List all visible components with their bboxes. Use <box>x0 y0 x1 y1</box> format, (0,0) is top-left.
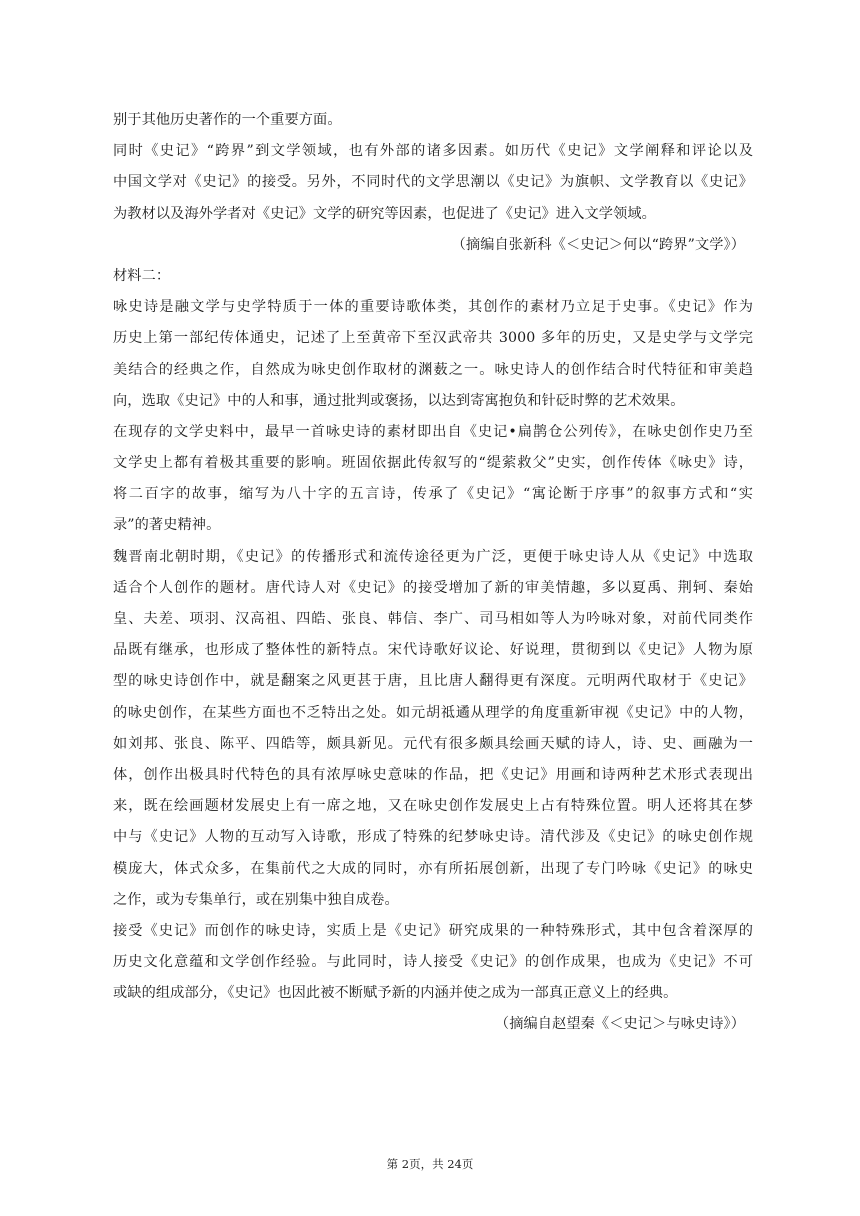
text-line: 之作，或为专集单行，或在别集中独自成卷。 <box>113 891 399 908</box>
text-line: 模庞大，体式众多，在集前代之大成的同时，亦有所拓展创新，出现了专门吟咏《史记》的咏史 <box>113 860 753 877</box>
text-line: 将二百字的故事，缩写为八十字的五言诗，传承了《史记》“寓论断于序事”的叙事方式和“实 <box>113 486 753 503</box>
text-line: 适合个人创作的题材。唐代诗人对《史记》的接受增加了新的审美情趣，多以夏禹、荆轲、秦始 <box>113 579 753 596</box>
text-line: 中与《史记》人物的互动写入诗歌，形成了特殊的纪梦咏史诗。清代涉及《史记》的咏史创作规 <box>113 829 753 846</box>
source-citation: （摘编自赵望秦《＜史记＞与咏史诗》） <box>494 1016 745 1033</box>
text-line: 历史上第一部纪传体通史，记述了上至黄帝下至汉武帝共 3000 多年的历史，又是史学与文学完 <box>113 330 753 347</box>
text-line: 型的咏史诗创作中，就是翻案之风更甚于唐，且比唐人翻得更有深度。元明两代取材于《史记》 <box>113 673 753 690</box>
text-line: 美结合的经典之作，自然成为咏史创作取材的渊薮之一。咏史诗人的创作结合时代特征和审美趋 <box>113 361 753 378</box>
text-line: 的咏史创作，在某些方面也不乏特出之处。如元胡祗遹从理学的角度重新审视《史记》中的人物， <box>113 704 753 721</box>
text-line: 魏晋南北朝时期，《史记》的传播形式和流传途径更为广泛，更便于咏史诗人从《史记》中选取 <box>113 548 753 565</box>
text-line: 或缺的组成部分，《史记》也因此被不断赋予新的内涵并使之成为一部真正意义上的经典。 <box>113 985 678 1002</box>
text-line: 向，选取《史记》中的人和事，通过批判或褒扬，以达到寄寓抱负和针砭时弊的艺术效果。 <box>113 392 685 409</box>
text-line: 来，既在绘画题材发展史上有一席之地，又在咏史创作发展史上占有特殊位置。明人还将其在梦 <box>113 798 753 815</box>
text-line: 录”的著史精神。 <box>113 517 221 534</box>
text-line: 接受《史记》而创作的咏史诗，实质上是《史记》研究成果的一种特殊形式，其中包含着深厚的 <box>113 922 753 939</box>
source-citation: （摘编自张新科《＜史记＞何以“跨界”文学》） <box>451 236 745 253</box>
text-line: 同时《史记》“跨界”到文学领域，也有外部的诸多因素。如历代《史记》文学阐释和评论以及 <box>113 143 753 160</box>
text-line: 品既有继承，也形成了整体性的新特点。宋代诗歌好议论、好说理，贯彻到以《史记》人物为原 <box>113 642 753 659</box>
text-line: 别于其他历史著作的一个重要方面。 <box>113 112 342 128</box>
text-line: 材料二： <box>113 267 171 284</box>
text-line: 皇、夫差、项羽、汉高祖、四皓、张良、韩信、李广、司马相如等人为吟咏对象，对前代同类作 <box>113 611 753 627</box>
text-line: 文学史上都有着极其重要的影响。班固依据此传叙写的“缇萦救父”史实，创作传体《咏史》诗， <box>113 455 753 472</box>
text-line: 体，创作出极具时代特色的具有浓厚咏史意味的作品，把《史记》用画和诗两种艺术形式表现出 <box>113 766 753 783</box>
text-line: 中国文学对《史记》的接受。另外，不同时代的文学思潮以《史记》为旗帜、文学教育以《史记》 <box>113 174 753 191</box>
article-body <box>113 105 753 1041</box>
text-line: 历史文化意蕴和文学创作经验。与此同时，诗人接受《史记》的创作成果，也成为《史记》不可 <box>113 954 753 971</box>
text-line: 在现存的文学史料中，最早一首咏史诗的素材即出自《史记•扁鹊仓公列传》，在咏史创作史乃至 <box>113 423 753 440</box>
text-line: 为教材以及海外学者对《史记》文学的研究等因素，也促进了《史记》进入文学领域。 <box>113 205 656 222</box>
text-line: 如刘邦、张良、陈平、四皓等，颇具新见。元代有很多颇具绘画天赋的诗人，诗、史、画融为一 <box>113 735 753 752</box>
page-footer: 第 2页，共 24页 <box>386 1157 474 1171</box>
text-line: 咏史诗是融文学与史学特质于一体的重要诗歌体类，其创作的素材乃立足于史事。《史记》作为 <box>113 299 753 316</box>
